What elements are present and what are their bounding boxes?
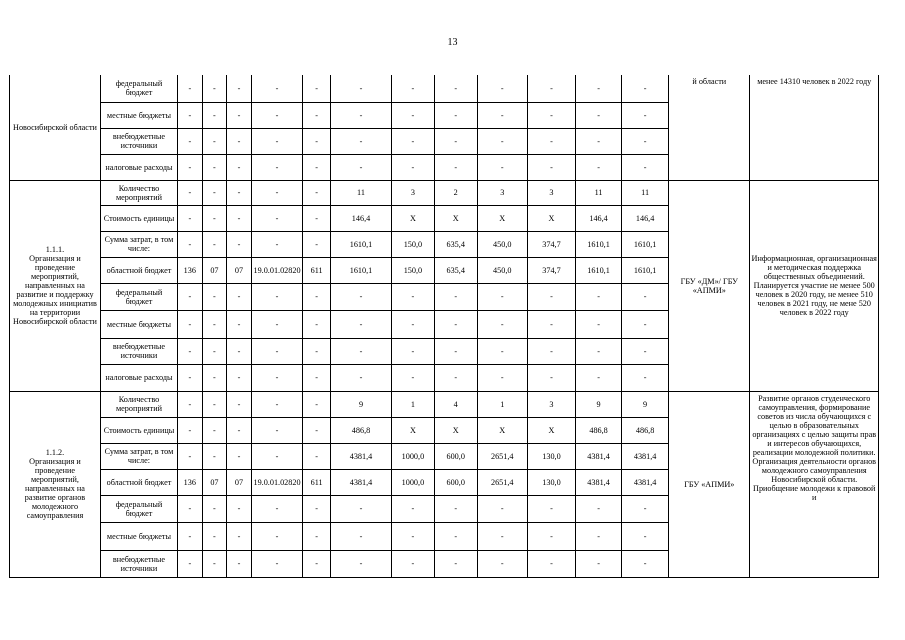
value-cell: - — [477, 522, 527, 550]
value-cell: - — [251, 231, 302, 257]
table-row — [10, 75, 879, 102]
value-cell: - — [202, 310, 227, 338]
value-cell: - — [331, 128, 392, 154]
value-cell: - — [303, 310, 331, 338]
value-cell: X — [527, 417, 575, 443]
value-cell: - — [477, 128, 527, 154]
value-cell: 486,8 — [576, 417, 622, 443]
value-cell: - — [576, 102, 622, 128]
value-cell: - — [622, 75, 669, 102]
value-cell: - — [178, 128, 203, 154]
value-cell: - — [331, 495, 392, 522]
value-cell: 150,0 — [392, 231, 435, 257]
value-cell: - — [251, 75, 302, 102]
value-cell: - — [331, 550, 392, 577]
source-label: Количество мероприятий — [100, 180, 177, 205]
value-cell: - — [178, 205, 203, 231]
value-cell: 3 — [527, 180, 575, 205]
value-cell: 9 — [576, 391, 622, 417]
value-cell: 3 — [392, 180, 435, 205]
value-cell: - — [202, 495, 227, 522]
value-cell: - — [527, 128, 575, 154]
value-cell: - — [251, 128, 302, 154]
value-cell: - — [434, 310, 477, 338]
value-cell: - — [251, 417, 302, 443]
source-label: областной бюджет — [100, 469, 177, 495]
value-cell: - — [527, 283, 575, 310]
value-cell: - — [622, 550, 669, 577]
value-cell: - — [392, 550, 435, 577]
value-cell: 450,0 — [477, 257, 527, 283]
source-label: федеральный бюджет — [100, 495, 177, 522]
value-cell: 1610,1 — [331, 257, 392, 283]
value-cell: - — [434, 495, 477, 522]
value-cell: 136 — [178, 469, 203, 495]
value-cell: 2 — [434, 180, 477, 205]
value-cell: - — [202, 364, 227, 391]
value-cell: 19.0.01.02820 — [251, 257, 302, 283]
value-cell: - — [178, 75, 203, 102]
value-cell: - — [202, 180, 227, 205]
value-cell: - — [303, 338, 331, 364]
value-cell: - — [178, 283, 203, 310]
value-cell: - — [303, 283, 331, 310]
value-cell: 3 — [477, 180, 527, 205]
value-cell: - — [622, 154, 669, 180]
source-label: внебюджетные источники — [100, 550, 177, 577]
value-cell: - — [227, 128, 252, 154]
value-cell: - — [576, 310, 622, 338]
value-cell: - — [202, 231, 227, 257]
value-cell: - — [227, 443, 252, 469]
value-cell: X — [477, 205, 527, 231]
value-cell: - — [392, 338, 435, 364]
value-cell: - — [227, 154, 252, 180]
value-cell: - — [251, 283, 302, 310]
value-cell: 11 — [622, 180, 669, 205]
value-cell: - — [576, 522, 622, 550]
value-cell: 146,4 — [622, 205, 669, 231]
source-label: местные бюджеты — [100, 102, 177, 128]
table-row — [10, 180, 879, 205]
value-cell: - — [331, 102, 392, 128]
value-cell: - — [434, 338, 477, 364]
value-cell: - — [202, 522, 227, 550]
value-cell: 146,4 — [576, 205, 622, 231]
value-cell: 1610,1 — [331, 231, 392, 257]
value-cell: - — [477, 310, 527, 338]
value-cell: - — [227, 522, 252, 550]
value-cell: - — [178, 338, 203, 364]
activity-description — [10, 180, 101, 391]
activity-code: 1.1.1. — [45, 245, 65, 254]
value-cell: - — [527, 310, 575, 338]
value-cell: - — [303, 75, 331, 102]
value-cell: 486,8 — [331, 417, 392, 443]
value-cell: - — [202, 391, 227, 417]
value-cell: - — [251, 550, 302, 577]
value-cell: - — [227, 364, 252, 391]
value-cell: 4 — [434, 391, 477, 417]
value-cell: 150,0 — [392, 257, 435, 283]
budget-table — [9, 75, 879, 578]
value-cell: - — [303, 443, 331, 469]
value-cell: - — [622, 522, 669, 550]
value-cell: - — [202, 338, 227, 364]
value-cell: - — [303, 417, 331, 443]
value-cell: - — [303, 205, 331, 231]
value-cell: - — [527, 550, 575, 577]
value-cell: 1610,1 — [622, 257, 669, 283]
value-cell: - — [331, 364, 392, 391]
value-cell: - — [303, 180, 331, 205]
value-cell: 07 — [227, 469, 252, 495]
value-cell: - — [527, 338, 575, 364]
value-cell: - — [251, 338, 302, 364]
value-cell: - — [477, 364, 527, 391]
value-cell: 130,0 — [527, 469, 575, 495]
value-cell: - — [202, 205, 227, 231]
value-cell: 2651,4 — [477, 469, 527, 495]
value-cell: - — [576, 495, 622, 522]
value-cell: - — [392, 154, 435, 180]
value-cell: - — [576, 75, 622, 102]
value-cell: - — [434, 364, 477, 391]
value-cell: - — [477, 495, 527, 522]
value-cell: - — [251, 443, 302, 469]
value-cell: 4381,4 — [622, 469, 669, 495]
value-cell: - — [434, 128, 477, 154]
value-cell: 1000,0 — [392, 469, 435, 495]
value-cell: 611 — [303, 469, 331, 495]
value-cell: - — [178, 310, 203, 338]
value-cell: - — [202, 102, 227, 128]
value-cell: - — [392, 495, 435, 522]
value-cell: - — [303, 522, 331, 550]
value-cell: 374,7 — [527, 257, 575, 283]
executor: й области — [669, 75, 750, 180]
value-cell: - — [527, 495, 575, 522]
value-cell: - — [622, 338, 669, 364]
value-cell: - — [227, 180, 252, 205]
activity-name: Организация и проведение мероприятий, направленных на развитие органов молодежного самоуправления — [24, 457, 86, 520]
value-cell: 07 — [202, 469, 227, 495]
value-cell: - — [178, 550, 203, 577]
value-cell: - — [303, 550, 331, 577]
value-cell: - — [178, 364, 203, 391]
value-cell: - — [251, 522, 302, 550]
value-cell: 4381,4 — [622, 443, 669, 469]
value-cell: X — [477, 417, 527, 443]
activity-description: Новосибирской области — [10, 75, 101, 180]
value-cell: - — [178, 417, 203, 443]
value-cell: 1 — [477, 391, 527, 417]
value-cell: 4381,4 — [576, 443, 622, 469]
value-cell: 1610,1 — [622, 231, 669, 257]
value-cell: - — [303, 364, 331, 391]
value-cell: 4381,4 — [576, 469, 622, 495]
value-cell: - — [251, 364, 302, 391]
value-cell: - — [477, 75, 527, 102]
value-cell: - — [178, 443, 203, 469]
value-cell: - — [331, 154, 392, 180]
value-cell: 450,0 — [477, 231, 527, 257]
value-cell: - — [251, 391, 302, 417]
value-cell: - — [527, 522, 575, 550]
value-cell: 11 — [576, 180, 622, 205]
value-cell: 635,4 — [434, 257, 477, 283]
value-cell: - — [392, 102, 435, 128]
value-cell: - — [227, 391, 252, 417]
expected-result: Информационная, организационная и методическая поддержка общественных объединений. Планируется участие не менее 500 человек в 2020 году, не менее 510 человек в 2021 году, не мене 520 человек в 2022 году — [750, 180, 879, 391]
value-cell: - — [331, 522, 392, 550]
value-cell: - — [178, 522, 203, 550]
value-cell: 1000,0 — [392, 443, 435, 469]
value-cell: - — [202, 417, 227, 443]
value-cell: - — [202, 128, 227, 154]
value-cell: - — [477, 338, 527, 364]
source-label: внебюджетные источники — [100, 338, 177, 364]
source-label: Стоимость единицы — [100, 205, 177, 231]
expected-result: Развитие органов студенческого самоуправления, формирование советов из числа обучающихся с целью в образовательных организациях с целью защиты прав и интересов обучающихся, реализации молодежной политики. Организация деятельности органов молодежного самоуправления Новосибирской области. Приобщение молодежи к правовой и — [750, 391, 879, 577]
value-cell: 19.0.01.02820 — [251, 469, 302, 495]
value-cell: 3 — [527, 391, 575, 417]
value-cell: - — [477, 154, 527, 180]
value-cell: - — [251, 495, 302, 522]
source-label: местные бюджеты — [100, 310, 177, 338]
value-cell: X — [392, 205, 435, 231]
value-cell: 07 — [227, 257, 252, 283]
executor: ГБУ «ДМ»/ ГБУ «АПМИ» — [669, 180, 750, 391]
value-cell: - — [392, 75, 435, 102]
value-cell: - — [576, 154, 622, 180]
value-cell: 611 — [303, 257, 331, 283]
value-cell: - — [622, 495, 669, 522]
value-cell: - — [576, 128, 622, 154]
value-cell: 2651,4 — [477, 443, 527, 469]
value-cell: - — [303, 128, 331, 154]
value-cell: - — [622, 102, 669, 128]
value-cell: - — [251, 102, 302, 128]
value-cell: 146,4 — [331, 205, 392, 231]
value-cell: - — [202, 154, 227, 180]
value-cell: - — [434, 522, 477, 550]
value-cell: 4381,4 — [331, 469, 392, 495]
executor: ГБУ «АПМИ» — [669, 391, 750, 577]
value-cell: - — [576, 550, 622, 577]
value-cell: - — [434, 154, 477, 180]
value-cell: - — [227, 495, 252, 522]
value-cell: 1 — [392, 391, 435, 417]
value-cell: 130,0 — [527, 443, 575, 469]
value-cell: - — [392, 522, 435, 550]
source-label: налоговые расходы — [100, 364, 177, 391]
value-cell: X — [527, 205, 575, 231]
activity-code: 1.1.2. — [45, 448, 65, 457]
value-cell: 600,0 — [434, 443, 477, 469]
value-cell: - — [303, 231, 331, 257]
source-label: местные бюджеты — [100, 522, 177, 550]
value-cell: - — [178, 180, 203, 205]
value-cell: - — [251, 205, 302, 231]
value-cell: - — [227, 550, 252, 577]
page-number: 13 — [447, 37, 458, 48]
source-label: Количество мероприятий — [100, 391, 177, 417]
value-cell: - — [178, 102, 203, 128]
value-cell: - — [477, 102, 527, 128]
value-cell: - — [392, 364, 435, 391]
value-cell: - — [202, 75, 227, 102]
value-cell: 1610,1 — [576, 257, 622, 283]
value-cell: - — [392, 128, 435, 154]
source-label: Сумма затрат, в том числе: — [100, 231, 177, 257]
value-cell: 07 — [202, 257, 227, 283]
value-cell: - — [227, 205, 252, 231]
source-label: федеральный бюджет — [100, 75, 177, 102]
value-cell: - — [622, 283, 669, 310]
value-cell: X — [434, 417, 477, 443]
source-label: внебюджетные источники — [100, 128, 177, 154]
source-label: налоговые расходы — [100, 154, 177, 180]
expected-result: менее 14310 человек в 2022 году — [750, 75, 879, 180]
value-cell: - — [303, 154, 331, 180]
value-cell: - — [202, 550, 227, 577]
value-cell: - — [477, 283, 527, 310]
value-cell: 600,0 — [434, 469, 477, 495]
value-cell: - — [227, 417, 252, 443]
value-cell: 1610,1 — [576, 231, 622, 257]
value-cell: - — [527, 364, 575, 391]
value-cell: X — [392, 417, 435, 443]
source-label: Стоимость единицы — [100, 417, 177, 443]
value-cell: - — [527, 154, 575, 180]
value-cell: - — [576, 364, 622, 391]
table-row — [10, 391, 879, 417]
value-cell: - — [303, 391, 331, 417]
value-cell: - — [622, 364, 669, 391]
value-cell: - — [227, 75, 252, 102]
value-cell: - — [434, 283, 477, 310]
value-cell: 374,7 — [527, 231, 575, 257]
value-cell: - — [227, 102, 252, 128]
value-cell: - — [227, 310, 252, 338]
value-cell: - — [392, 310, 435, 338]
value-cell: 9 — [331, 391, 392, 417]
value-cell: - — [202, 443, 227, 469]
value-cell: 4381,4 — [331, 443, 392, 469]
source-label: федеральный бюджет — [100, 283, 177, 310]
value-cell: - — [331, 310, 392, 338]
value-cell: 486,8 — [622, 417, 669, 443]
value-cell: - — [331, 75, 392, 102]
value-cell: - — [434, 550, 477, 577]
value-cell: - — [622, 310, 669, 338]
value-cell: - — [331, 338, 392, 364]
value-cell: - — [434, 102, 477, 128]
activity-description — [10, 391, 101, 577]
value-cell: - — [392, 283, 435, 310]
value-cell: - — [251, 154, 302, 180]
activity-name: Организация и проведение мероприятий, направленных на развитие и поддержку молодежных инициатив на территории Новосибирской области — [13, 254, 97, 326]
value-cell: 11 — [331, 180, 392, 205]
value-cell: - — [477, 550, 527, 577]
value-cell: - — [303, 495, 331, 522]
value-cell: 9 — [622, 391, 669, 417]
value-cell: - — [251, 310, 302, 338]
value-cell: 635,4 — [434, 231, 477, 257]
value-cell: - — [303, 102, 331, 128]
source-label: Сумма затрат, в том числе: — [100, 443, 177, 469]
value-cell: 136 — [178, 257, 203, 283]
value-cell: - — [202, 283, 227, 310]
value-cell: - — [622, 128, 669, 154]
value-cell: - — [227, 283, 252, 310]
value-cell: - — [251, 180, 302, 205]
value-cell: - — [331, 283, 392, 310]
value-cell: - — [434, 75, 477, 102]
value-cell: X — [434, 205, 477, 231]
value-cell: - — [227, 231, 252, 257]
value-cell: - — [178, 391, 203, 417]
value-cell: - — [227, 338, 252, 364]
value-cell: - — [527, 75, 575, 102]
source-label: областной бюджет — [100, 257, 177, 283]
value-cell: - — [527, 102, 575, 128]
value-cell: - — [576, 338, 622, 364]
value-cell: - — [576, 283, 622, 310]
value-cell: - — [178, 231, 203, 257]
value-cell: - — [178, 154, 203, 180]
value-cell: - — [178, 495, 203, 522]
